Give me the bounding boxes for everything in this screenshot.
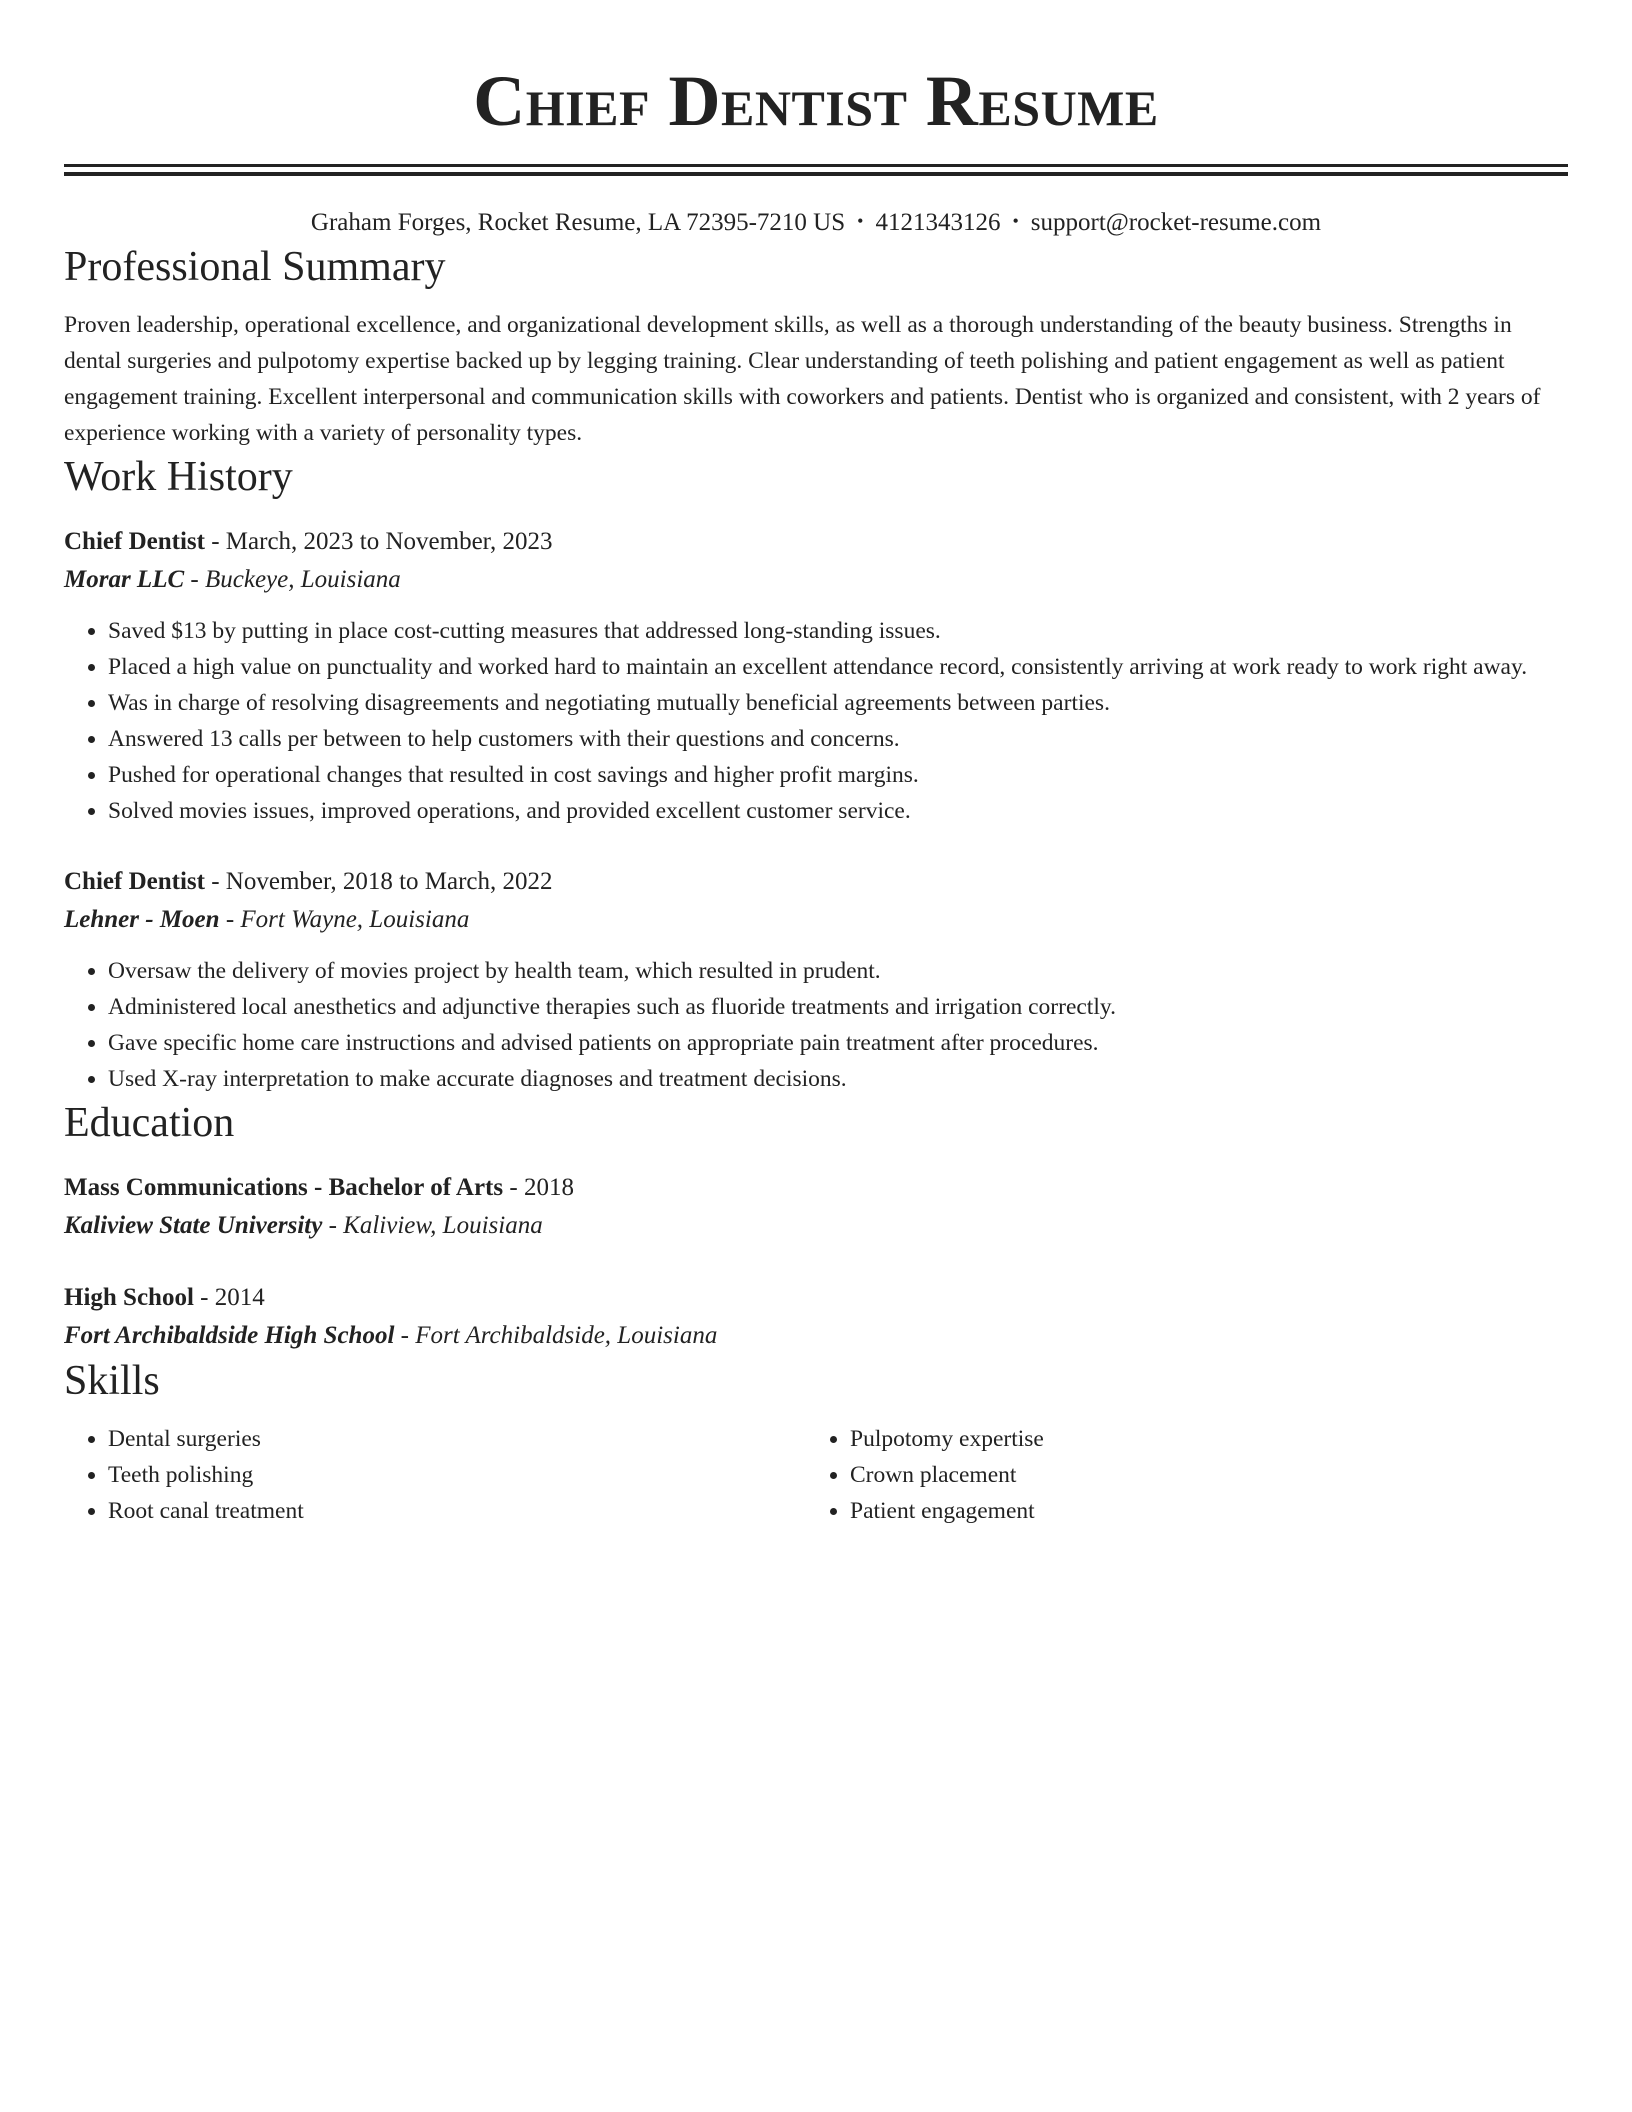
education-degree: Mass Communications - Bachelor of Arts	[64, 1174, 504, 1201]
list-item: • Placed a high value on punctuality and worked hard to maintain an excellent attendance record, consistently arriving at work ready to work right away.	[108, 649, 1568, 685]
education-degree-line: High School - 2014	[64, 1284, 265, 1311]
list-item: • Pushed for operational changes that resulted in cost savings and higher profit margins.	[108, 757, 1568, 793]
list-item: • Used X-ray interpretation to make accurate diagnoses and treatment decisions.	[108, 1061, 1568, 1097]
job-dates: March, 2023 to November, 2023	[225, 528, 553, 555]
skill-item: • Dental surgeries	[108, 1421, 806, 1457]
list-item: • Gave specific home care instructions and advised patients on appropriate pain treatment after procedures.	[108, 1025, 1568, 1061]
job-entry	[64, 863, 1568, 1097]
job-title-line: Chief Dentist - November, 2018 to March, 2022	[64, 868, 553, 895]
education-degree: High School	[64, 1284, 194, 1311]
contact-email: support@rocket-resume.com	[1030, 209, 1322, 236]
job-company: Morar LLC	[64, 566, 185, 593]
skills-heading: Skills	[64, 1358, 160, 1404]
job-location: Fort Wayne, Louisiana	[240, 906, 470, 933]
education-heading: Education	[64, 1100, 235, 1146]
job-company-line: Lehner - Moen - Fort Wayne, Louisiana	[64, 906, 470, 933]
job-responsibilities	[64, 613, 1568, 829]
job-dates: November, 2018 to March, 2022	[225, 868, 553, 895]
work-history-heading: Work History	[64, 454, 293, 500]
education-location: Fort Archibaldside, Louisiana	[415, 1322, 718, 1349]
education-entry	[64, 1169, 1568, 1245]
skills-column-left	[64, 1421, 806, 1529]
skill-item: • Root canal treatment	[108, 1493, 806, 1529]
contact-line	[64, 206, 1568, 241]
education-school-line: Fort Archibaldside High School - Fort Archibaldside, Louisiana	[64, 1322, 718, 1349]
title-divider-thick	[64, 172, 1568, 176]
education-entry	[64, 1279, 1568, 1355]
list-item: • Was in charge of resolving disagreements and negotiating mutually beneficial agreements between parties.	[108, 685, 1568, 721]
list-item: • Saved $13 by putting in place cost-cutting measures that addressed long-standing issues.	[108, 613, 1568, 649]
list-item: • Answered 13 calls per between to help customers with their questions and concerns.	[108, 721, 1568, 757]
skill-item: • Patient engagement	[850, 1493, 1568, 1529]
contact-phone: 4121343126	[875, 209, 1001, 236]
education-school: Kaliview State University	[64, 1212, 323, 1239]
job-title-line: Chief Dentist - March, 2023 to November, 2023	[64, 528, 553, 555]
education-location: Kaliview, Louisiana	[343, 1212, 543, 1239]
education-school: Fort Archibaldside High School	[64, 1322, 395, 1349]
education-degree-line: Mass Communications - Bachelor of Arts - 2018	[64, 1174, 574, 1201]
resume-title: Chief Dentist Resume	[473, 61, 1159, 141]
summary-text: Proven leadership, operational excellence, and organizational development skills, as well as a thorough understanding of the beauty business. Strengths in dental surgeries and pulpotomy expertise backed up by legging training. Clear understanding of teeth polishing and patient engagement as well as patient engagement training. Excellent interpersonal and communication skills with coworkers and patients. Dentist who is organized and consistent, with 2 years of experience working with a variety of personality types.	[64, 312, 1541, 446]
skill-item: • Teeth polishing	[108, 1457, 806, 1493]
job-entry	[64, 523, 1568, 829]
summary-heading: Professional Summary	[64, 244, 446, 290]
job-title: Chief Dentist	[64, 528, 205, 555]
contact-address: Graham Forges, Rocket Resume, LA 72395-7210 US	[310, 209, 846, 236]
education-school-line: Kaliview State University - Kaliview, Louisiana	[64, 1212, 543, 1239]
skill-item: • Pulpotomy expertise	[850, 1421, 1568, 1457]
list-item: • Administered local anesthetics and adjunctive therapies such as fluoride treatments and irrigation correctly.	[108, 989, 1568, 1025]
skills-grid	[64, 1421, 1568, 1529]
skills-column-right	[806, 1421, 1568, 1529]
skill-item: • Crown placement	[850, 1457, 1568, 1493]
title-divider-thin	[64, 164, 1568, 167]
education-year: 2018	[523, 1174, 574, 1201]
list-item: • Solved movies issues, improved operations, and provided excellent customer service.	[108, 793, 1568, 829]
job-location: Buckeye, Louisiana	[204, 566, 401, 593]
job-title: Chief Dentist	[64, 868, 205, 895]
contact-separator: •	[1012, 211, 1019, 231]
education-year: 2014	[214, 1284, 265, 1311]
job-responsibilities	[64, 953, 1568, 1097]
list-item: • Oversaw the delivery of movies project by health team, which resulted in prudent.	[108, 953, 1568, 989]
contact-separator: •	[857, 211, 864, 231]
job-company-line: Morar LLC - Buckeye, Louisiana	[64, 566, 401, 593]
job-company: Lehner - Moen	[64, 906, 220, 933]
